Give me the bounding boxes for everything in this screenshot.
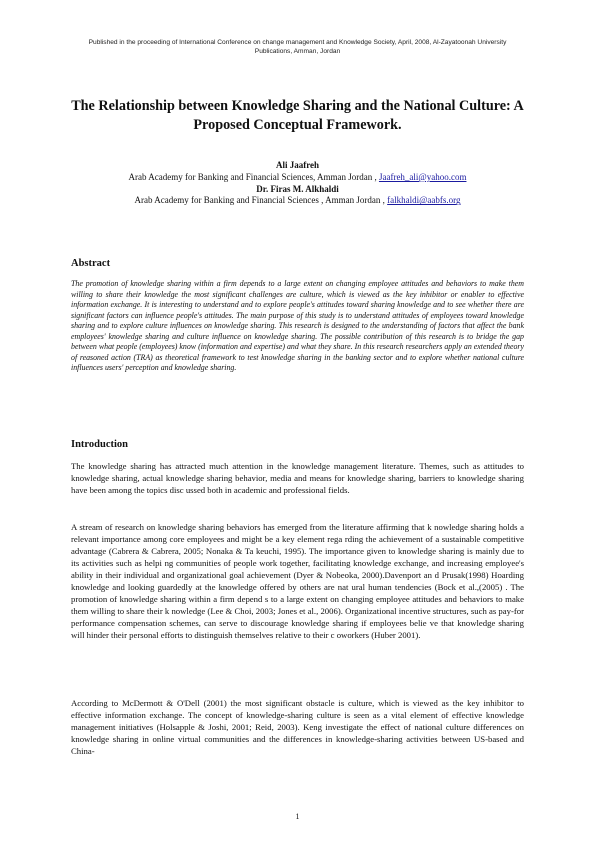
intro-paragraph-3: According to McDermott & O'Dell (2001) the most significant obstacle is culture, which is viewed as the key inhibitor to effective information exchange. The concept of knowledge-sharing culture is seen as a vital element of effective knowledge management initiatives (Holsapple & Joshi, 2001; Reid, 2003). Keng investigate the effect of national culture differences on knowledge sharing in online virtual communities and the differences in knowledge-sharing activities between US-based and China- <box>71 698 524 756</box>
author-email-link-1[interactable]: Jaafreh_ali@yahoo.com <box>378 171 467 182</box>
author-email-link-2[interactable]: falkhaldi@aabfs.org <box>387 195 461 206</box>
author-name-2: Dr. Firas M. Alkhaldi <box>256 183 339 194</box>
publication-note: Published in the proceeding of International Conference on change management and Knowledge Society, April, 2008, Al-Zayatoonah University Publications, Amman, Jordan <box>88 39 507 55</box>
paper-title: The Relationship between Knowledge Sharing and the National Culture: A Proposed Conceptual Framework. <box>71 98 524 133</box>
author-line-2 <box>40 195 555 207</box>
author-name-1: Ali Jaafreh <box>275 160 320 170</box>
abstract-heading: Abstract <box>71 258 111 269</box>
introduction-heading: Introduction <box>71 439 128 450</box>
page-number: 1 <box>295 812 300 821</box>
abstract-text: The promotion of knowledge sharing within a firm depends to a large extent on changing employee attitudes and behaviors to make them willing to share their knowledge the most significant challenges are culture, which is viewed as the key inhibitor or enabler to effective information exchange. It is interesting to understand and to explore people's attitudes toward sharing knowledge and to see whether there are significant factors can influence people's attitudes. The main purpose of this study is to understand attitudes of employees toward knowledge sharing and to explore culture influences on knowledge sharing. This research is designed to the understanding of factors that affect the bank employees' knowledge sharing and culture influence on knowledge sharing. The possible contribution of this research is to bridge the gap between what people (employees) know (information and expertise) and what they share. In this research researchers apply an extended theory of reasoned action (TRA) as theoretical framework to test knowledge sharing in the banking sector and to explore whether national culture influences users' perception and knowledge sharing. <box>71 279 524 372</box>
intro-paragraph-2: A stream of research on knowledge sharing behaviors has emerged from the literature affirming that k nowledge sharing holds a relevant importance among core employees and might be a key element rega rding the achievement of a sustainable competitive advantage (Cabrera & Cabrera, 2005; Nonaka & Ta keuchi, 1995). The importance given to knowledge sharing is mainly due to its activities such as helpi ng communities of people work together, facilitating knowledge exchange, and increasing employee's ability in their individual and organizational goal achievement (Dyer & Nobeoka, 2000).Davenport an d Prusak(1998) Hoarding knowledge and looking guardedly at the knowledge offered by others are nat ural human tendencies (Bock et al.,(2005) . The promotion of knowledge sharing within a firm depend s to a large extent on changing employee attitudes and behaviors to make them willing to share their k nowledge (Lee & Choi, 2003; Jones et al., 2006). Organizational incentive structures, such as pay-for performance compensation schemes, can serve to discourage knowledge sharing if employees belie ve that knowledge sharing will hinder their personal efforts to distinguish themselves relative to their c oworkers (Huber 2001). <box>71 522 524 640</box>
author-affiliation-2: Arab Academy for Banking and Financial Sciences , Amman Jordan , <box>134 195 385 206</box>
author-block <box>40 160 555 207</box>
author-affiliation-1: Arab Academy for Banking and Financial Sciences, Amman Jordan , <box>128 171 377 182</box>
author-line-1 <box>40 172 555 184</box>
intro-paragraph-1: The knowledge sharing has attracted much attention in the knowledge management literature. Themes, such as attitudes to knowledge sharing, actual knowledge sharing behavior, media and means for knowledge sharing, barriers to knowledge sharing have been among the topics disc ussed both in academic and professional fields. <box>71 461 524 495</box>
